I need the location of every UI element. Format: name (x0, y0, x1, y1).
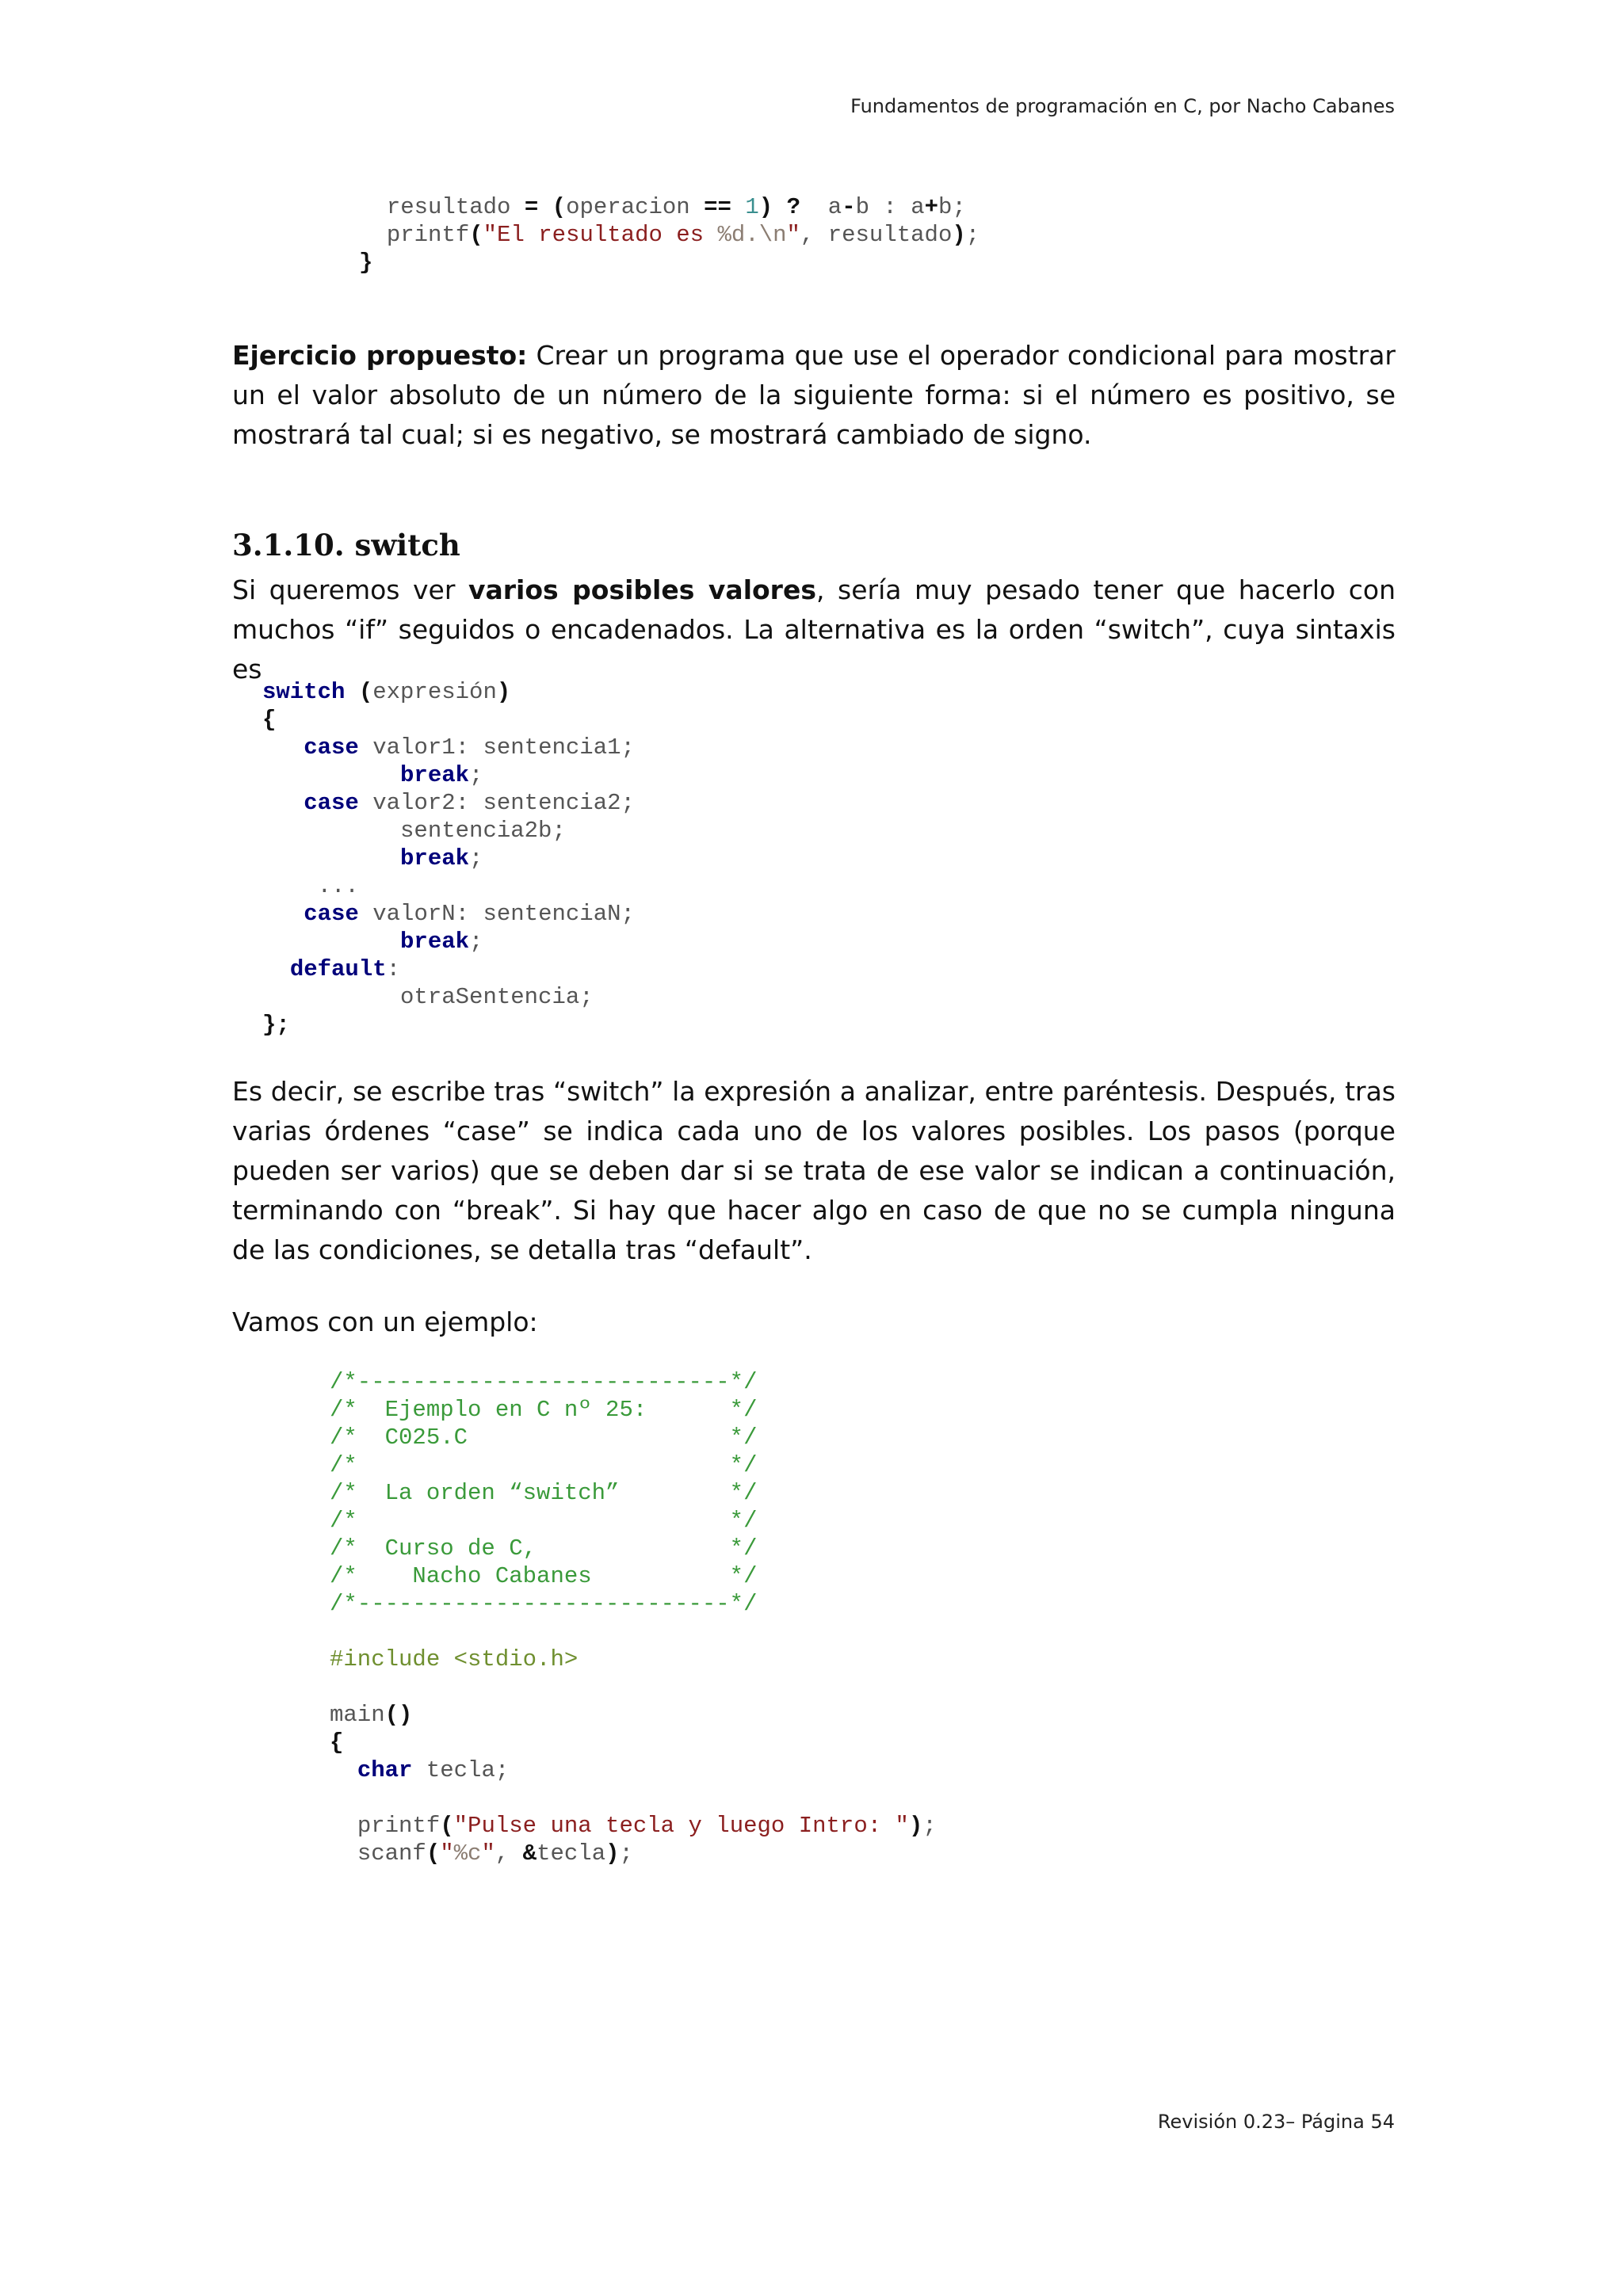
exercise-label: Ejercicio propuesto: (232, 340, 528, 371)
explanation-paragraph: Es decir, se escribe tras “switch” la expresión a analizar, entre paréntesis. Después, tras varias órdenes “case” se indica cada uno de los valores posibles. Los pasos (porque pueden ser varios) que se deben dar si se trata de ese valor se indican a continuación, terminando con “break”. Si hay que hacer algo en caso de que no se cumpla ninguna de las condiciones, se detalla tras “default”. (232, 1076, 1396, 1265)
code-block-top: resultado = (operacion == 1) ? a-b : a+b; printf("El resultado es %d.\n", resultado); } (359, 194, 980, 276)
switch-syntax-block: switch (expresión) { case valor1: sentencia1; break; case valor2: sentencia2; sentencia2b; break; ... case valorN: sentenciaN; break; default: otraSentencia; }; (262, 679, 635, 1038)
example-intro: Vamos con un ejemplo: (232, 1306, 538, 1337)
example-code-block: /*---------------------------*/ /* Ejemplo en C nº 25: */ /* C025.C */ /* */ /* La orden “switch” */ /* */ /* Curso de C, */ /* Nacho Cabanes */ /*---------------------------*/ #include <stdio.h> main() { char tecla; printf("Pulse una tecla y luego Intro: "); scanf("%c", &tecla); (330, 1369, 937, 1867)
running-header: Fundamentos de programación en C, por Nacho Cabanes (850, 95, 1395, 117)
intro-bold-text: varios posibles valores (468, 574, 816, 605)
exercise-paragraph (232, 336, 1396, 455)
page-footer: Revisión 0.23– Página 54 (1157, 2111, 1395, 2133)
exercise-text: Crear un programa que use el operador condicional para mostrar un el valor absoluto de un número de la siguiente forma: si el número es positivo, se mostrará tal cual; si es negativo, se mostrará cambiado de signo. (232, 340, 1396, 450)
section-heading: 3.1.10. switch (232, 528, 460, 563)
section-intro: Si queremos ver varios posibles valores, sería muy pesado tener que hacerlo con muchos “if” seguidos o encadenados. La alternativa es la orden “switch”, cuya sintaxis es (232, 574, 1396, 685)
